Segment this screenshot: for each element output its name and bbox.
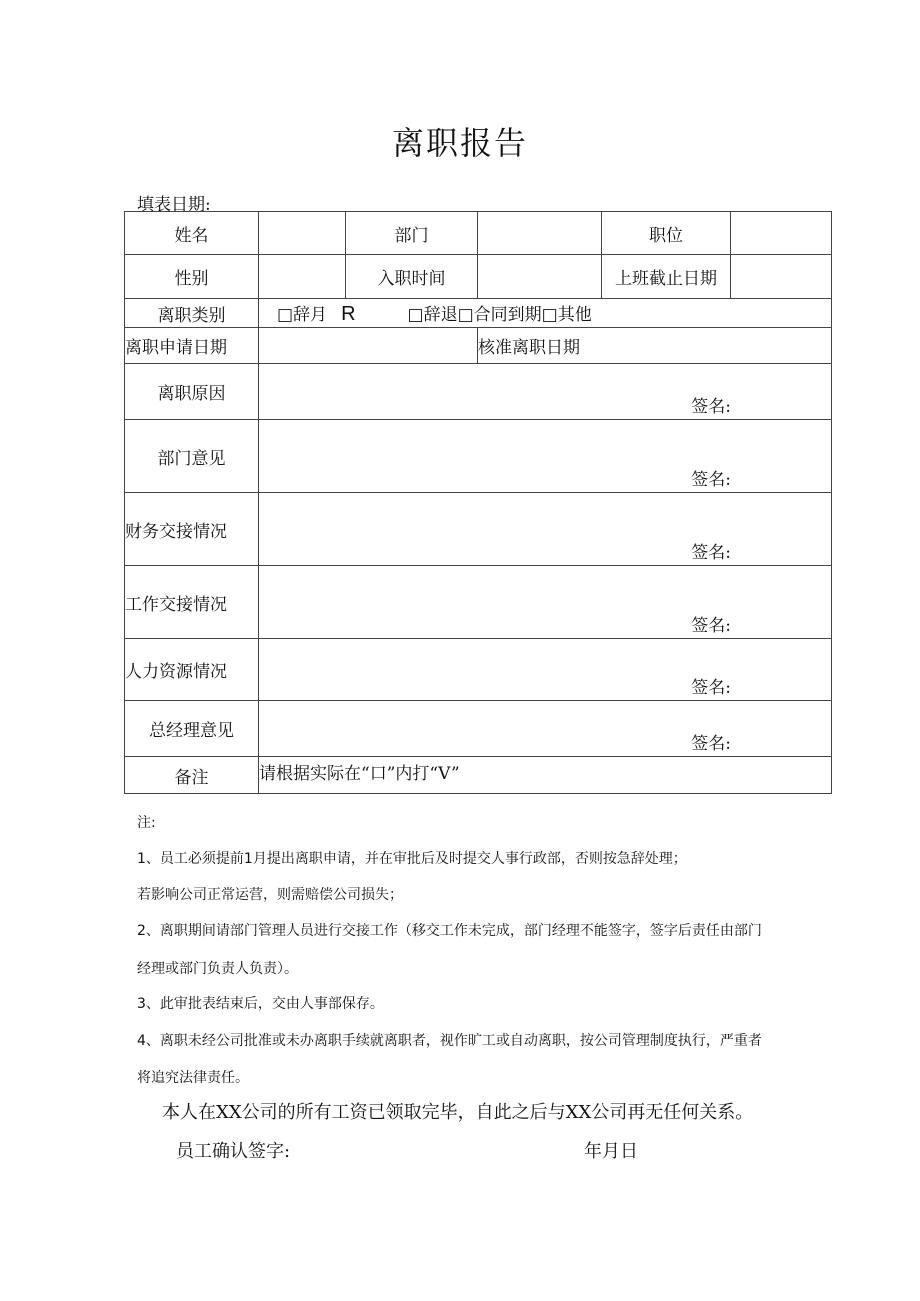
type-mark: R — [341, 303, 356, 325]
dept-opinion-label: 部门意见 — [125, 420, 259, 493]
row-type — [125, 299, 832, 328]
fill-date-label: 填表日期: — [137, 195, 211, 215]
gender-label: 性别 — [125, 255, 259, 299]
type-options[interactable] — [259, 299, 832, 328]
approve-date-label: 核准离职日期 — [478, 328, 832, 364]
apply-date-label: 离职申请日期 — [125, 328, 259, 364]
gm-sign-label: 签名: — [691, 734, 731, 754]
finance-label: 财务交接情况 — [125, 493, 259, 566]
dept-opinion-field[interactable] — [259, 420, 832, 493]
name-field[interactable] — [259, 212, 346, 255]
reason-field[interactable] — [259, 364, 832, 420]
row-work — [125, 566, 832, 639]
note-4: 4、离职未经公司批准或未办离职手续就离职者，视作旷工或自动离职，按公司管理制度执行，严重者 — [137, 1033, 762, 1049]
row-hr — [125, 639, 832, 701]
gm-field[interactable] — [259, 701, 832, 757]
note-2: 2、离职期间请部门管理人员进行交接工作（移交工作未完成，部门经理不能签字，签字后责任由部门 — [137, 923, 762, 939]
position-field[interactable] — [731, 212, 832, 255]
hr-label: 人力资源情况 — [125, 639, 259, 701]
row-gender — [125, 255, 832, 299]
reason-sign-label: 签名: — [691, 397, 731, 417]
finance-sign-label: 签名: — [691, 543, 731, 563]
note-1: 1、员工必须提前1月提出离职申请，并在审批后及时提交人事行政部，否则按急辞处理； — [137, 851, 687, 867]
date-label: 年月日 — [584, 1141, 638, 1162]
row-reason — [125, 364, 832, 420]
notes-heading: 注: — [137, 815, 156, 831]
last-day-field[interactable] — [731, 255, 832, 299]
row-name — [125, 212, 832, 255]
resignation-form — [124, 211, 832, 794]
note-2-cont: 经理或部门负责人负责）。 — [137, 961, 298, 977]
hr-sign-label: 签名: — [691, 678, 731, 698]
note-1-cont: 若影响公司正常运营，则需赔偿公司损失； — [137, 887, 403, 903]
note-4-cont: 将追究法律责任。 — [137, 1070, 249, 1086]
hire-date-field[interactable] — [478, 255, 602, 299]
type-option-resign[interactable]: □辞月 — [277, 305, 328, 325]
work-sign-label: 签名: — [691, 616, 731, 636]
dept-label: 部门 — [346, 212, 478, 255]
confirm-signature-label: 员工确认签字: — [176, 1141, 291, 1162]
hr-field[interactable] — [259, 639, 832, 701]
apply-date-field[interactable] — [259, 328, 478, 364]
remark-text: 请根据实际在“口”内打“V” — [259, 757, 832, 794]
dept-field[interactable] — [478, 212, 602, 255]
row-finance — [125, 493, 832, 566]
type-option-others[interactable]: □辞退□合同到期□其他 — [407, 305, 592, 325]
position-label: 职位 — [602, 212, 731, 255]
statement: 本人在XX公司的所有工资已领取完毕，自此之后与XX公司再无任何关系。 — [162, 1102, 754, 1123]
row-gm — [125, 701, 832, 757]
gender-field[interactable] — [259, 255, 346, 299]
note-3: 3、此审批表结束后，交由人事部保存。 — [137, 996, 384, 1012]
hire-date-label: 入职时间 — [346, 255, 478, 299]
remark-label: 备注 — [125, 757, 259, 794]
type-label: 离职类别 — [125, 299, 259, 328]
page-title: 离职报告 — [391, 124, 528, 162]
row-remark — [125, 757, 832, 794]
finance-field[interactable] — [259, 493, 832, 566]
work-field[interactable] — [259, 566, 832, 639]
name-label: 姓名 — [125, 212, 259, 255]
work-label: 工作交接情况 — [125, 566, 259, 639]
row-dept-opinion — [125, 420, 832, 493]
last-day-label: 上班截止日期 — [602, 255, 731, 299]
row-dates — [125, 328, 832, 364]
gm-label: 总经理意见 — [125, 701, 259, 757]
reason-label: 离职原因 — [125, 364, 259, 420]
dept-opinion-sign-label: 签名: — [691, 470, 731, 490]
